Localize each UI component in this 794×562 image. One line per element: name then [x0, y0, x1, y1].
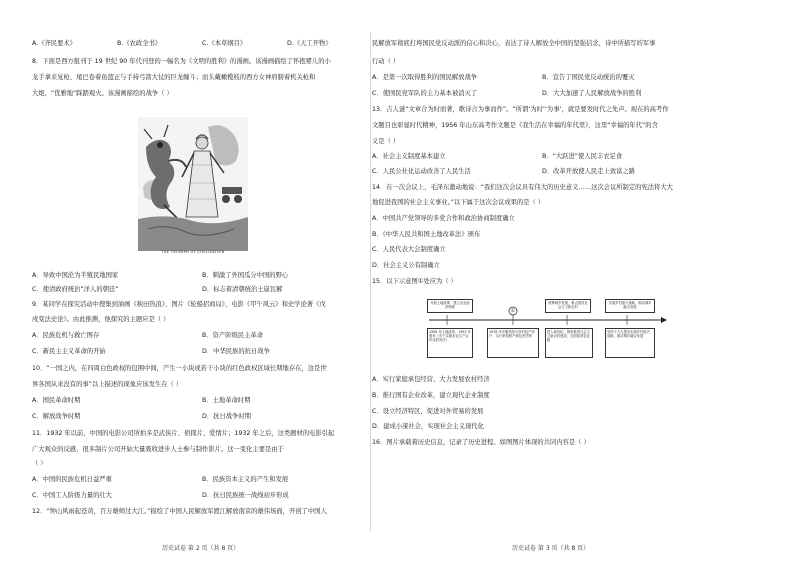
q12-line-1: 12．“钟山风雨起苍黄，百万雄师过大江。”描绘了中国人民解放军渡江解放南京的雄伟场面，开创了中国人	[32, 508, 327, 515]
q12-cont-line-2: 行动（ ）	[372, 58, 400, 65]
timeline-marker-1: ①	[510, 308, 516, 314]
timeline-bottom-label-2: 1978 年安徽凤阳小岗村包产到户，实行家庭联产承包责任制	[489, 329, 535, 338]
q14-option-b[interactable]: B．《中华人民共和国土地改革法》颁布	[372, 231, 481, 238]
q12-option-b[interactable]: B．宣告了国民党反动统治的覆灭	[542, 74, 635, 81]
q8-option-c[interactable]: C．使清政府统治“洋人的朝廷”	[32, 286, 119, 293]
timeline-bottom-box-3	[545, 328, 593, 358]
q14-option-a[interactable]: A．中国共产党领导的多党合作和政治协商制度确立	[372, 215, 515, 222]
q11-option-b[interactable]: B．民族资本主义的产生和发展	[202, 476, 289, 483]
q11-options-row-2	[32, 490, 372, 503]
q9-option-b[interactable]: B．资产阶级民主革命	[202, 332, 263, 339]
timeline-top-label-3: 统筹城乡发展，重点建设社会主义新农村	[548, 300, 588, 309]
q11-line-3: （ ）	[32, 460, 47, 467]
q13-line-1: 13．吉人谜“文章合为时而著，歌诗合为事而作”。“所谓‘为时’‘为事’，就是要发时代之先声。现在的高考作	[372, 106, 669, 113]
q11-line-2: 广大观众的反感，很多制片公司开始大量吸收进步人士参与制作影片。这一变化主要是由于	[32, 446, 284, 453]
q9-option-d[interactable]: D．中华民族的抗日战争	[202, 348, 270, 355]
q9-option-a[interactable]: A．民族危机与救亡图存	[32, 332, 100, 339]
q10-line-2: 界各国从来没有的事”以上描述的现象应该发生在（ ）	[32, 381, 183, 388]
q9-line-1: 9．某同学在探究活动中搜集到油画《秧田热浪》、图片《轮船招商局》、电影《甲午风云》和史学论著《戊	[32, 301, 326, 308]
q7-option-b[interactable]: B.《农政全书》	[117, 40, 162, 47]
q11-line-1: 11．1932 年以前，中国的电影公司所拍多是武侠片、侦探片、爱情片；1932 年之后，这类题材的电影引起	[32, 430, 335, 437]
timeline-top-box-4	[605, 299, 655, 313]
q8-options	[32, 270, 372, 283]
timeline-top-label-4: 实施乡村振兴战略，推动城乡融合发展	[608, 300, 652, 309]
q13-line-3: 义是（ ）	[372, 138, 400, 145]
timeline-top-label-1: 开展土地改革，建立农业经济制度	[430, 300, 470, 309]
q10-option-c[interactable]: C．解放战争时期	[32, 413, 81, 420]
q10-options-row-2	[32, 411, 372, 424]
timeline-bottom-label-4: 党的十九大提出实施乡村振兴战略，推动城乡融合发展	[607, 329, 650, 338]
q12-option-a[interactable]: A．是第一次取得胜利的国民解放战争	[372, 74, 478, 81]
q11-option-c[interactable]: C．中国工人阶级力量的壮大	[32, 492, 112, 499]
timeline-top-box-1	[427, 299, 473, 313]
q9-line-2: 戌变法史论》。由此推测，他探究的主题应是（ ）	[32, 316, 170, 323]
q13-option-d[interactable]: D．改革开放使人民走上致富之路	[542, 168, 636, 175]
q14-option-d[interactable]: D．社会主义公有制确立	[372, 262, 440, 269]
civilization-cartoon	[138, 117, 248, 257]
timeline-top-box-2	[485, 299, 503, 300]
q14-line-1: 14．在一次会议上，毛泽东激动地说：“我们这次会议具有伟大的历史意义……这次会议所制定的宪法将大大	[372, 184, 673, 191]
cartoon-caption: THE TRIUMPH OF CIVILIZATION	[161, 250, 225, 254]
timeline-top-label-2	[486, 300, 502, 301]
q11-options	[32, 474, 372, 487]
q8-line-2: 龙手拿来复枪、尾巴卷着鱼篮正与手持弓箭大仗的巨龙缠斗；而头戴橄榄枝的西方女神肩膀着机关枪和	[32, 74, 316, 81]
q8-line-1: 8．下面是西方报刊于 19 世纪 90 年代刊登的一幅名为《文明的胜利》的漫画。该漫画描绘了怀抱婴儿的小	[32, 58, 331, 65]
q10-options	[32, 395, 372, 408]
q8-option-a[interactable]: A．导致中国沦为半殖民地国家	[32, 272, 119, 279]
q7-option-d[interactable]: D.《天工开物》	[287, 40, 332, 47]
q9-options	[32, 330, 372, 343]
q9-options-row-2	[32, 346, 372, 359]
q15-line-1: 15．以下示意图①处应为（ ）	[372, 278, 457, 285]
q13-option-a[interactable]: A．社会主义制度基本建立	[372, 153, 446, 160]
q12-options-row-2	[372, 88, 712, 101]
q13-option-c[interactable]: C．人民公社化运动改善了人民生活	[372, 168, 471, 175]
q8-options-row-2	[32, 284, 372, 297]
q10-line-1: 10．“一国之内，在四周白色政权的包围中间，产生一小块或若干小块的红色政权区域长期地存在，这是世	[32, 365, 327, 372]
q10-option-a[interactable]: A．国民革命时期	[32, 397, 81, 404]
q15-option-a[interactable]: A．实行家庭承包经营，大力发展农村经济	[372, 376, 490, 383]
timeline-bottom-box-4	[605, 328, 655, 358]
q13-options-row-2	[372, 166, 712, 179]
q12-option-d[interactable]: D．大大加速了人民解放战争的胜利	[542, 90, 642, 97]
q14-line-2: 地促进我国的社会主义事业。”以下属于这次会议成果的是（ ）	[372, 199, 545, 206]
timeline-top-box-3	[545, 299, 591, 313]
q16-line-1: 16．图片承载着历史信息，记录了历史进程。如图图片体现的共同内容是（ ）	[372, 439, 590, 446]
timeline-bottom-box-2	[487, 328, 539, 358]
q14-option-c[interactable]: C．人民代表大会制度确立	[372, 246, 446, 253]
q12-option-c[interactable]: C．使国民党军队的主力基本被消灭了	[372, 90, 478, 97]
right-page-footer: 历史试卷 第 3 页（共 8 页）	[512, 545, 590, 552]
q13-option-b[interactable]: B．“大跃进”使人民丰衣足食	[542, 153, 623, 160]
timeline-bottom-label-1: 1950 年土地改革、1952 年颁布《关于实施农业生产合作社的决议》	[429, 329, 471, 342]
q11-option-d[interactable]: D．抗日民族统一战线初步形成	[202, 492, 289, 499]
cartoon-illustration	[138, 117, 248, 251]
q15-option-b[interactable]: B．推行国有企业改革，建立现代企业制度	[372, 392, 490, 399]
timeline-bottom-label-3: 进入新世纪，国家推进社会主义新农村建设，全面取消农业税	[547, 329, 590, 342]
q7-option-c[interactable]: C.《本草纲目》	[202, 40, 247, 47]
q12-cont-line-1: 民解放军彻底打垮国民党反动派的信心和决心，表达了诗人解放全中国的坚强信念，诗中所描写的军事	[372, 40, 656, 47]
q15-option-d[interactable]: D．建成小康社会，实现社会主义现代化	[372, 423, 484, 430]
q13-options	[372, 151, 712, 164]
q12-options	[372, 72, 712, 85]
q10-option-b[interactable]: B．土地革命时期	[202, 397, 251, 404]
q9-option-c[interactable]: C．新民主主义革命的开始	[32, 348, 106, 355]
q8-option-b[interactable]: B．刺激了外国瓜分中国的野心	[202, 272, 289, 279]
q15-timeline-diagram	[427, 299, 667, 361]
q7-option-a[interactable]: A.《齐民要术》	[32, 40, 76, 47]
q8-option-d[interactable]: D．标志着清朝统治土崩瓦解	[202, 286, 283, 293]
q10-option-d[interactable]: D．抗日战争时期	[202, 413, 251, 420]
timeline-bottom-box-1	[427, 328, 473, 358]
q8-line-3: 大炮，“优雅地”踩踏观火。该漫画描绘的战争（ ）	[32, 90, 173, 97]
q7-options	[32, 38, 372, 51]
q11-option-a[interactable]: A．中国的民族危机日益严重	[32, 476, 112, 483]
q13-line-2: 文题目也彰显时代精神，1956 年山东高考作文题是《我生活在幸福的年代里》，这里“幸福的年代”的含	[372, 122, 658, 129]
left-page-footer: 历史试卷 第 2 页（共 8 页）	[162, 545, 240, 552]
q15-option-c[interactable]: C．设立经济特区，促进对外贸易的发展	[372, 408, 484, 415]
